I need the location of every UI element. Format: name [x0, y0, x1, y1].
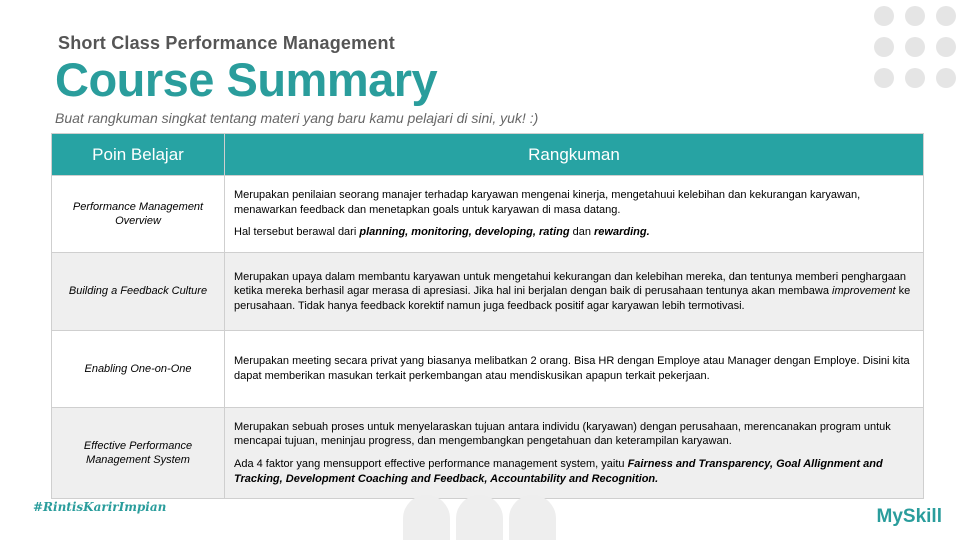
summary-table — [51, 133, 924, 499]
dot — [905, 37, 925, 57]
arch-shape — [403, 495, 450, 540]
rangkuman-text: Merupakan upaya dalam membantu karyawan untuk mengetahui kekurangan dan kelebihan mereka, dan tentunya memberi penghargaan ketika mereka berhasil agar merasa di apresiasi. Jika hal ini berjalan dengan baik di perusahaan tentunya akan membawa — [234, 270, 907, 298]
column-header-rangkuman: Rangkuman — [225, 134, 924, 176]
poin-cell: Building a Feedback Culture — [52, 253, 225, 331]
tagline: Buat rangkuman singkat tentang materi yang baru kamu pelajari di sini, yuk! :) — [55, 110, 539, 126]
rangkuman-text: Merupakan sebuah proses untuk menyelaraskan tujuan antara individu (karyawan) dengan perusahaan, merencanakan program untuk mencapai tujuan, meninjau progress, dan mengembangkan pengetahuan dan keterampilan karyawan. — [234, 420, 891, 448]
decorative-arches — [403, 495, 556, 540]
rangkuman-text: dan — [569, 226, 595, 239]
brand-logo: MySkill — [876, 506, 942, 527]
dot — [936, 6, 956, 26]
rangkuman-emphasis: planning, monitoring, developing, rating — [359, 226, 570, 239]
dot — [874, 6, 894, 26]
dot — [936, 37, 956, 57]
rangkuman-emphasis: rewarding. — [594, 226, 650, 239]
rangkuman-cell — [225, 253, 924, 331]
dot — [905, 6, 925, 26]
poin-cell: Performance Management Overview — [52, 176, 225, 253]
course-name: Short Class Performance Management — [58, 33, 395, 53]
dot — [936, 68, 956, 88]
table-header-row — [52, 134, 924, 176]
rangkuman-text: Hal tersebut berawal dari — [234, 226, 360, 239]
table-row — [52, 253, 924, 331]
dot — [874, 37, 894, 57]
rangkuman-text: Ada 4 faktor yang mensupport effective performance management system, yaitu — [234, 458, 628, 470]
table-row — [52, 331, 924, 408]
column-header-poin: Poin Belajar — [52, 134, 225, 176]
arch-shape — [456, 495, 503, 540]
table-row — [52, 408, 924, 499]
rangkuman-text: Merupakan penilaian seorang manajer terhadap karyawan mengenai kinerja, mengetahuui kelebihan dan kekurangan karyawan, menawarkan feedback dan menetapkan goals untuk karyawan di masa datang. — [234, 189, 861, 216]
rangkuman-emphasis: Fairness and Transparency, Goal Allignment and Tracking, Development Coaching and Feedback, Accountability and Recognition. — [234, 458, 883, 485]
dot — [905, 68, 925, 88]
hashtag: #RintisKarirImpian — [33, 500, 167, 514]
table-row — [52, 176, 924, 253]
decorative-dot-grid — [874, 6, 956, 88]
rangkuman-cell — [225, 176, 924, 253]
poin-cell: Enabling One-on-One — [52, 331, 225, 408]
dot — [874, 68, 894, 88]
poin-cell: Effective Performance Management System — [52, 408, 225, 499]
rangkuman-cell — [225, 408, 924, 499]
rangkuman-text: ke perusahaan. Tidak hanya feedback korektif namun juga feedback positif agar karyawan lebih termotivasi. — [234, 285, 911, 312]
rangkuman-cell — [225, 331, 924, 408]
rangkuman-emphasis: improvement — [832, 285, 896, 298]
rangkuman-text: Merupakan meeting secara privat yang biasanya melibatkan 2 orang. Bisa HR dengan Employe atau Manager dengan Employe. Disini kita dapat memberikan masukan terkait perkembangan atau mendiskusikan apapun terkait pekerjaan. — [234, 355, 910, 382]
page-title: Course Summary — [55, 53, 438, 106]
arch-shape — [509, 495, 556, 540]
